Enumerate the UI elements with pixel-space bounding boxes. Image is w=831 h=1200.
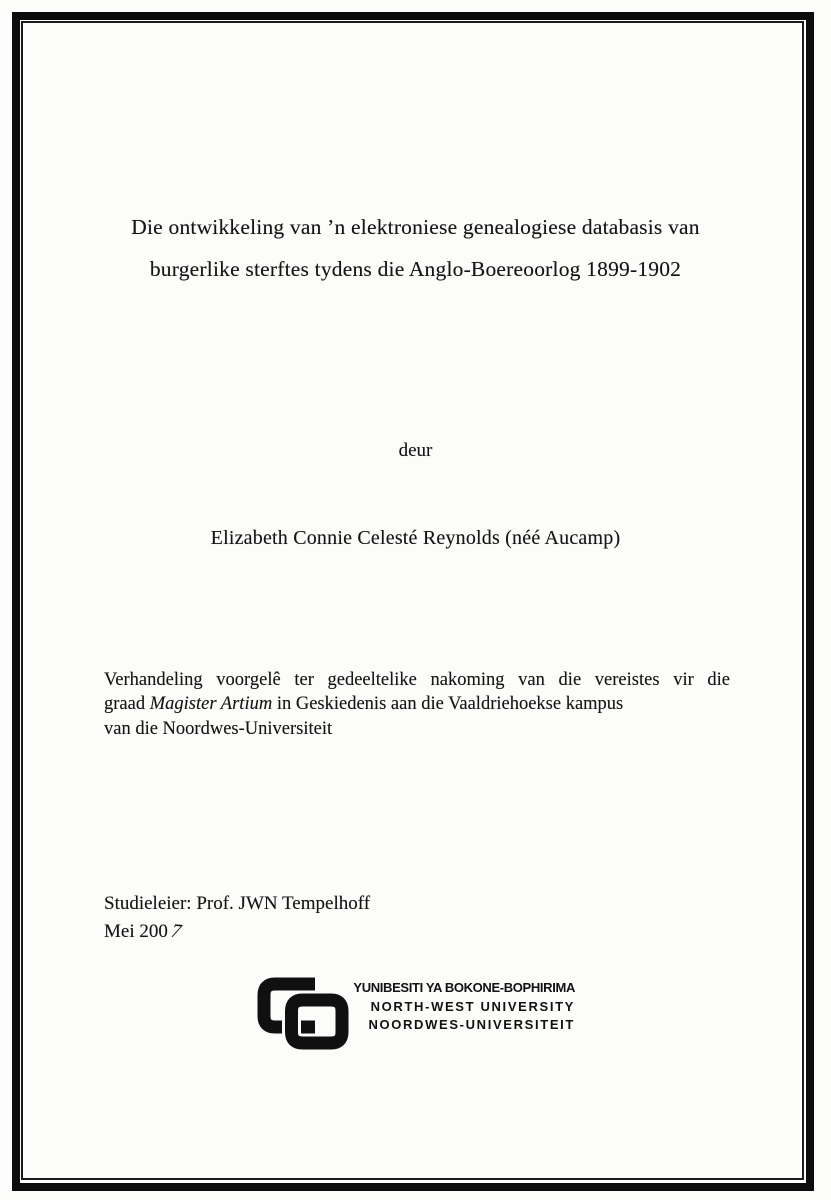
date-last-digit: 7 xyxy=(167,920,185,943)
logo-line-setswana: YUNIBESITI YA BOKONE-BOPHIRIMA xyxy=(353,980,575,995)
thesis-title xyxy=(0,206,831,290)
degree-statement xyxy=(104,668,730,741)
nwu-logo-text xyxy=(321,979,575,1035)
statement-line-1: Verhandeling voorgelê ter gedeeltelike nakoming van die vereistes vir die xyxy=(104,670,730,690)
title-line-2: burgerlike sterftes tydens die Anglo-Boereoorlog 1899-1902 xyxy=(149,257,682,281)
author-name: Elizabeth Connie Celesté Reynolds (néé Aucamp) xyxy=(210,527,621,549)
logo-line-afrikaans: NOORDWES-UNIVERSITEIT xyxy=(368,1017,575,1032)
statement-line-2-post: in Geskiedenis aan die Vaaldriehoekse kampus xyxy=(272,694,624,715)
title-line-1: Die ontwikkeling van ’n elektroniese genealogiese databasis van xyxy=(131,215,700,239)
supervisor-block xyxy=(104,890,370,946)
date-prefix: Mei 200 xyxy=(104,921,168,942)
statement-line-3: van die Noordwes-Universiteit xyxy=(104,718,333,739)
date-line xyxy=(104,918,370,946)
degree-name: Magister Artium xyxy=(149,694,273,715)
statement-line-2 xyxy=(104,692,730,716)
byline-deur: deur xyxy=(398,440,433,461)
logo-line-english: NORTH-WEST UNIVERSITY xyxy=(370,998,575,1014)
supervisor-line: Studieleier: Prof. JWN Tempelhoff xyxy=(104,893,371,914)
statement-line-2-pre: graad xyxy=(104,694,150,715)
nwu-logo xyxy=(257,975,577,1060)
